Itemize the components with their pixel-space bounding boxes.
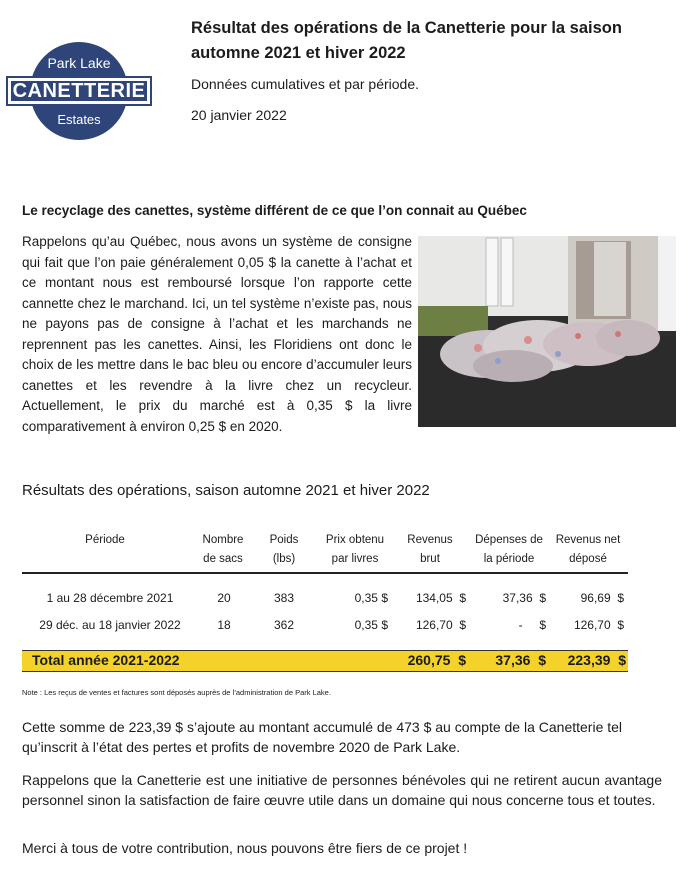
- table-note: Note : Les reçus de ventes et factures sont déposés auprès de l’administration de Park Lake.: [22, 688, 331, 697]
- logo-bottom-text: Estates: [57, 112, 101, 127]
- document-title: Résultat des opérations de la Canetterie pour la saison automne 2021 et hiver 2022: [191, 19, 622, 62]
- header-prix: Prix obtenu par livres: [325, 534, 385, 565]
- total-brut: 260,75 $: [407, 652, 466, 668]
- operations-heading: Résultats des opérations, saison automne 2021 et hiver 2022: [22, 482, 430, 499]
- header-sacs: Nombre de sacs: [202, 534, 244, 565]
- row2-brut: 126,70 $: [415, 618, 466, 632]
- total-depenses: 37,36 $: [495, 652, 546, 668]
- canetterie-logo: [6, 42, 152, 140]
- row1-brut: 134,05 $: [415, 591, 466, 605]
- closing-paragraph-1: Cette somme de 223,39 $ s’ajoute au montant accumulé de 473 $ au compte de la Canetterie tel qu’inscrit à l’état des pertes et profits de novembre 2020 de Park Lake.: [22, 719, 623, 755]
- row1-poids: 383: [273, 591, 295, 605]
- row1-net: 96,69 $: [580, 591, 624, 605]
- total-label: Total année 2021-2022: [32, 652, 180, 668]
- row1-sacs: 20: [217, 591, 231, 605]
- row2-depenses: - $: [518, 618, 546, 632]
- row2-prix: 0,35 $: [354, 618, 388, 632]
- recycling-paragraph: Rappelons qu’au Québec, nous avons un système de consigne qui fait que l’on paie généralement 0,05 $ la canette à l’achat et ce montant nous est remboursé lorsque l’on rapporte cette cannette chez le marchand. Ici, un tel système n’existe pas, nous ne payons pas de consigne à l’achat et les marchands ne reprennent pas les canettes. Ainsi, les Floridiens ont donc le choix de les mettre dans le bac bleu ou encore d’accumuler leurs canettes et les revendre à la livre chez un recycleur. Actuellement, le prix du marché est à 0,35 $ la livre comparativement à environ 0,25 $ en 2020.: [22, 234, 412, 434]
- header-net: Revenus net déposé: [555, 534, 621, 565]
- recycling-heading: Le recyclage des canettes, système différent de ce que l’on connait au Québec: [22, 203, 527, 218]
- header-poids: Poids (lbs): [269, 534, 299, 565]
- logo-main-text: CANETTERIE: [12, 80, 146, 102]
- row1-periode: 1 au 28 décembre 2021: [46, 591, 174, 605]
- closing-thanks: Merci à tous de votre contribution, nous pouvons être fiers de ce projet !: [22, 840, 468, 856]
- header-depenses: Dépenses de la période: [475, 534, 543, 565]
- closing-paragraph-2: Rappelons que la Canetterie est une initiative de personnes bénévoles qui ne retirent aucun avantage personnel sinon la satisfaction de faire œuvre utile dans un domaine qui nous concerne tous et toutes.: [22, 772, 662, 808]
- row1-prix: 0,35 $: [354, 591, 388, 605]
- row2-periode: 29 déc. au 18 janvier 2022: [39, 618, 181, 632]
- header-periode: Période: [85, 534, 125, 546]
- header-brut: Revenus brut: [407, 534, 453, 565]
- total-net: 223,39 $: [567, 652, 626, 668]
- logo-banner: [6, 76, 152, 106]
- row2-net: 126,70 $: [573, 618, 624, 632]
- logo-top-text: Park Lake: [47, 55, 111, 71]
- can-bags-photo: [418, 236, 676, 427]
- row1-depenses: 37,36 $: [502, 591, 546, 605]
- document-date: 20 janvier 2022: [191, 107, 287, 123]
- table-header-rule: [22, 572, 628, 574]
- document-subtitle: Données cumulatives et par période.: [191, 76, 420, 92]
- row2-poids: 362: [273, 618, 295, 632]
- row2-sacs: 18: [217, 618, 231, 632]
